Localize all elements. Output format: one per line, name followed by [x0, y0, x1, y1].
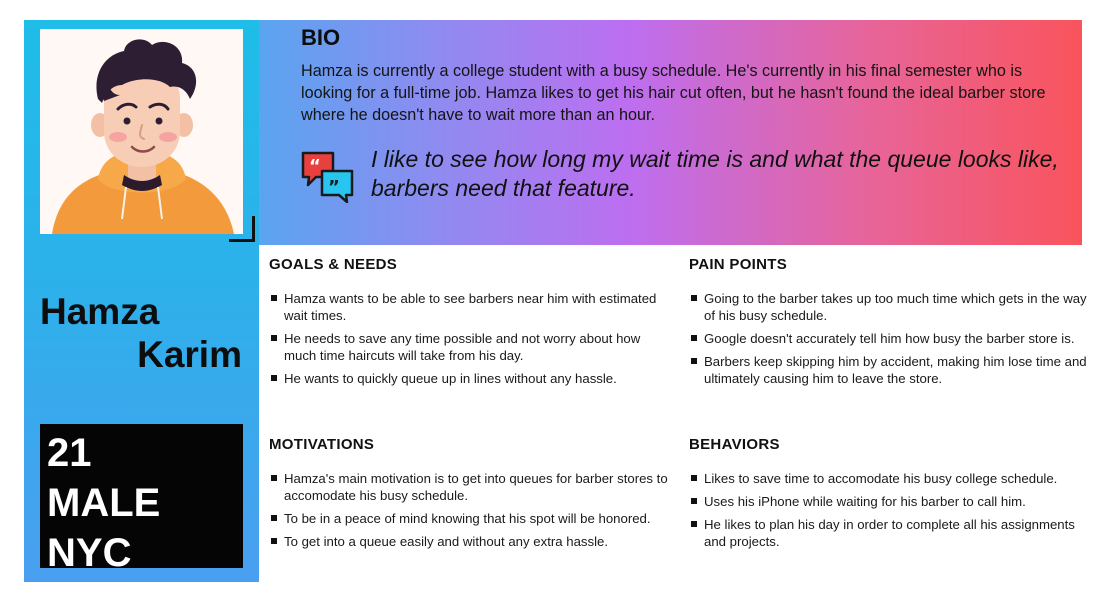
bio-title: BIO	[301, 25, 341, 50]
persona-stats-box	[40, 424, 243, 575]
list-item: He likes to plan his day in order to complete all his assignments and projects.	[689, 516, 1089, 550]
goals-title: GOALS & NEEDS	[269, 256, 398, 273]
list-item: Barbers keep skipping him by accident, making him lose time and ultimately causing him to leave the store.	[689, 353, 1089, 387]
list-item: Google doesn't accurately tell him how busy the barber store is.	[689, 330, 1089, 347]
frame-corner-mark	[229, 216, 255, 242]
persona-last-name: Karim	[137, 334, 242, 375]
list-item: Hamza wants to be able to see barbers near him with estimated wait times.	[269, 290, 669, 324]
list-item: He needs to save any time possible and not worry about how much time haircuts will take from his day.	[269, 330, 669, 364]
behaviors-section	[689, 436, 1089, 556]
persona-location: NYC	[47, 531, 132, 575]
motivations-title: MOTIVATIONS	[269, 436, 375, 453]
persona-first-name: Hamza	[40, 291, 160, 332]
list-item: Hamza's main motivation is to get into queues for barber stores to accomodate his busy schedule.	[269, 470, 669, 504]
bio-banner	[259, 20, 1082, 245]
list-item: To be in a peace of mind knowing that his spot will be honored.	[269, 510, 669, 527]
list-item: Likes to save time to accomodate his busy college schedule.	[689, 470, 1089, 487]
persona-age: 21	[47, 431, 92, 475]
avatar-illustration-icon	[40, 29, 243, 234]
svg-text:“: “	[309, 156, 321, 177]
svg-text:”: ”	[328, 177, 340, 198]
list-item: He wants to quickly queue up in lines without any hassle.	[269, 370, 669, 387]
bio-text: Hamza is currently a college student with a busy schedule. He's currently in his final semester who is looking for a full-time job. Hamza likes to get his hair cut often, but he hasn't found the ideal barber store where he doesn't have to wait more than an hour.	[301, 62, 1046, 124]
list-item: Going to the barber takes up too much time which gets in the way of his busy schedule.	[689, 290, 1089, 324]
quote-bubbles-icon	[300, 149, 356, 203]
list-item: To get into a queue easily and without any extra hassle.	[269, 533, 669, 550]
bio-quote: I like to see how long my wait time is and what the queue looks like, barbers need that feature.	[371, 146, 1059, 201]
pain-points-title: PAIN POINTS	[689, 256, 788, 273]
behaviors-title: BEHAVIORS	[689, 436, 780, 453]
avatar	[40, 29, 243, 234]
pain-points-section	[689, 256, 1089, 393]
persona-gender: MALE	[47, 481, 161, 525]
motivations-section	[269, 436, 669, 556]
goals-section	[269, 256, 669, 393]
list-item: Uses his iPhone while waiting for his barber to call him.	[689, 493, 1089, 510]
